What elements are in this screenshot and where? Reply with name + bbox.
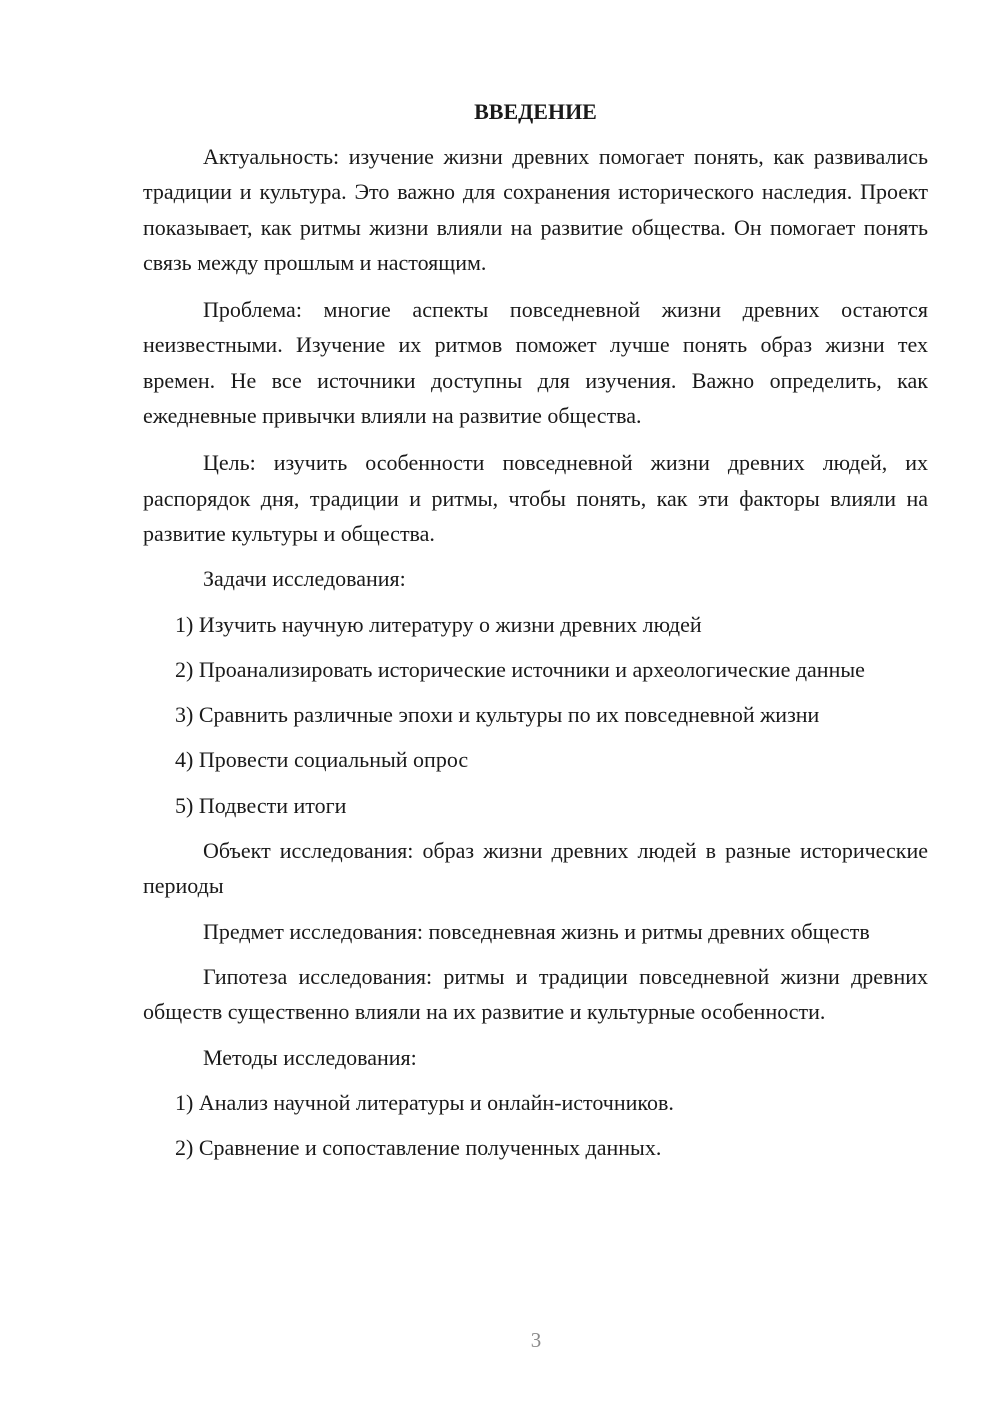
page-title: ВВЕДЕНИЕ (474, 99, 597, 124)
tasks-heading: Задачи исследования: (203, 566, 406, 592)
page-number: 3 (530, 1328, 542, 1352)
methods-heading: Методы исследования: (203, 1044, 417, 1070)
task-item-5: 5) Подвести итоги (175, 792, 347, 818)
hypothesis-paragraph: Гипотеза исследования: ритмы и традиции повседневной жизни древних обществ существенно влияли на их развитие и культурные особенности. (143, 963, 928, 1025)
task-item-3: 3) Сравнить различные эпохи и культуры по их повседневной жизни (175, 702, 820, 728)
relevance-paragraph: Актуальность: изучение жизни древних помогает понять, как развивались традиции и культура. Это важно для сохранения исторического наследия. Проект показывает, как ритмы жизни влияли на развитие общества. Он помогает понять связь между прошлым и настоящим. (143, 144, 928, 275)
task-item-4: 4) Провести социальный опрос (175, 747, 469, 773)
subject-paragraph: Предмет исследования: повседневная жизнь и ритмы древних обществ (203, 918, 870, 944)
object-paragraph: Объект исследования: образ жизни древних людей в разные исторические периоды (143, 838, 928, 899)
page-content (143, 94, 928, 1165)
goal-paragraph: Цель: изучить особенности повседневной жизни древних людей, их распорядок дня, традиции и ритмы, чтобы понять, как эти факторы влияли на развитие культуры и общества. (143, 450, 928, 546)
method-item-2: 2) Сравнение и сопоставление полученных данных. (175, 1135, 662, 1161)
task-item-2: 2) Проанализировать исторические источники и археологические данные (175, 656, 865, 682)
task-item-1: 1) Изучить научную литературу о жизни древних людей (175, 611, 702, 637)
method-item-1: 1) Анализ научной литературы и онлайн-источников. (175, 1089, 674, 1115)
problem-paragraph: Проблема: многие аспекты повседневной жизни древних остаются неизвестными. Изучение их ритмов поможет лучше понять образ жизни тех времен. Не все источники доступны для изучения. Важно определить, как ежедневные привычки влияли на развитие общества. (143, 297, 928, 429)
